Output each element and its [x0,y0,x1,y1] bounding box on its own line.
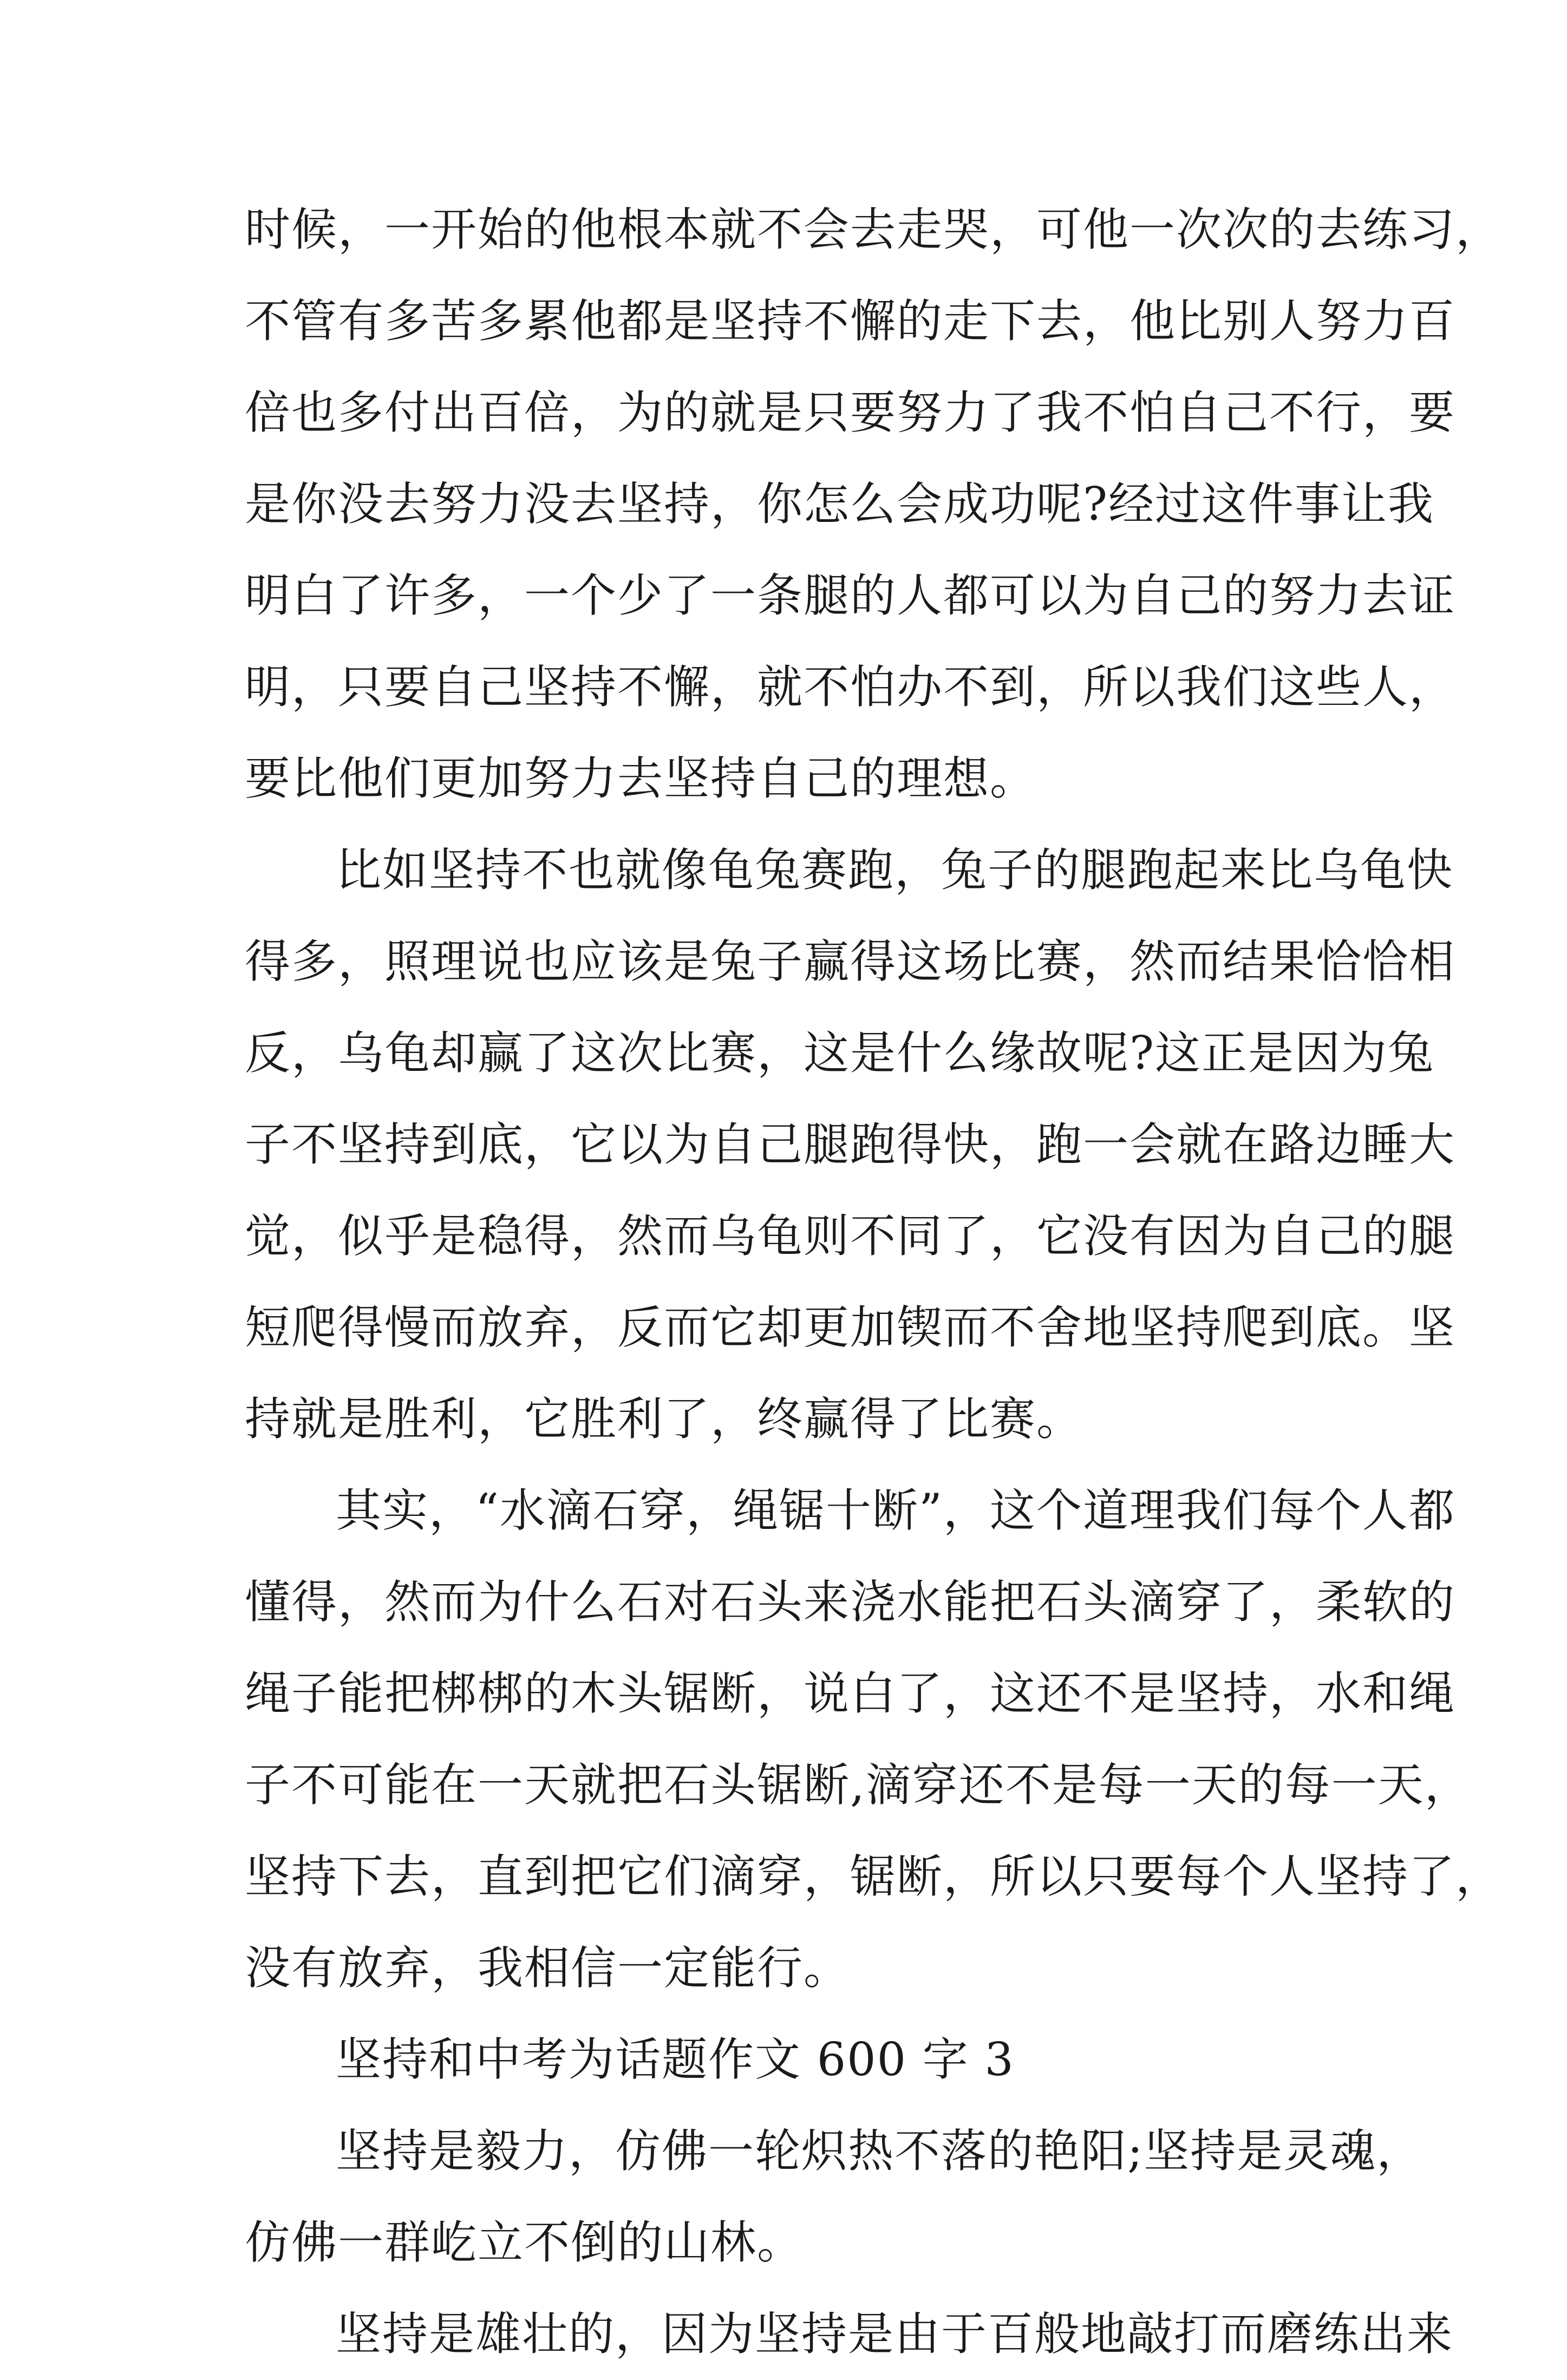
text-line: 反，乌龟却赢了这次比赛，这是什么缘故呢?这正是因为兔 [245,1026,1435,1080]
paragraph-start-line: 坚持是毅力，仿佛一轮炽热不落的艳阳;坚持是灵魂， [336,2124,1424,2178]
paragraph-start-line: 其实，“水滴石穿，绳锯十断”，这个道理我们每个人都 [336,1484,1455,1537]
text-line: 坚持下去，直到把它们滴穿，锯断，所以只要每个人坚持了， [245,1850,1503,1903]
text-line: 觉，似乎是稳得，然而乌龟则不同了，它没有因为自己的腿 [245,1209,1456,1263]
section-heading: 坚持和中考为话题作文 600 字 3 [336,2033,1015,2086]
text-line: 不管有多苦多累他都是坚持不懈的走下去，他比别人努力百 [245,295,1456,348]
text-line: 明白了许多，一个少了一条腿的人都可以为自己的努力去证 [245,569,1456,622]
text-line: 短爬得慢而放弃，反而它却更加锲而不舍地坚持爬到底。坚 [245,1301,1456,1354]
text-line: 时候，一开始的他根本就不会去走哭，可他一次次的去练习， [245,203,1503,256]
text-line: 懂得，然而为什么石对石头来浇水能把石头滴穿了，柔软的 [245,1575,1456,1629]
text-line: 是你没去努力没去坚持，你怎么会成功呢?经过这件事让我 [245,478,1435,531]
text-line: 倍也多付出百倍，为的就是只要努力了我不怕自己不行，要 [245,386,1456,439]
text-line: 子不坚持到底，它以为自己腿跑得快，跑一会就在路边睡大 [245,1118,1456,1171]
text-line: 明，只要自己坚持不懈，就不怕办不到，所以我们这些人， [245,661,1456,714]
text-line: 没有放弃，我相信一定能行。 [245,1941,851,1995]
text-line: 持就是胜利，它胜利了，终赢得了比赛。 [245,1392,1083,1446]
text-line: 得多，照理说也应该是兔子赢得这场比赛，然而结果恰恰相 [245,935,1456,988]
text-line: 绳子能把梆梆的木头锯断，说白了，这还不是坚持，水和绳 [245,1667,1456,1720]
text-line: 子不可能在一天就把石头锯断,滴穿还不是每一天的每一天， [245,1758,1471,1812]
text-line: 仿佛一群屹立不倒的山林。 [245,2216,804,2269]
document-body [245,184,1503,2380]
paragraph-start-line: 比如坚持不也就像龟兔赛跑，兔子的腿跑起来比乌龟快 [336,844,1454,897]
paragraph-start-line: 坚持是雄壮的，因为坚持是由于百般地敲打而磨练出来 [336,2307,1454,2361]
text-line: 要比他们更加努力去坚持自己的理想。 [245,752,1037,805]
